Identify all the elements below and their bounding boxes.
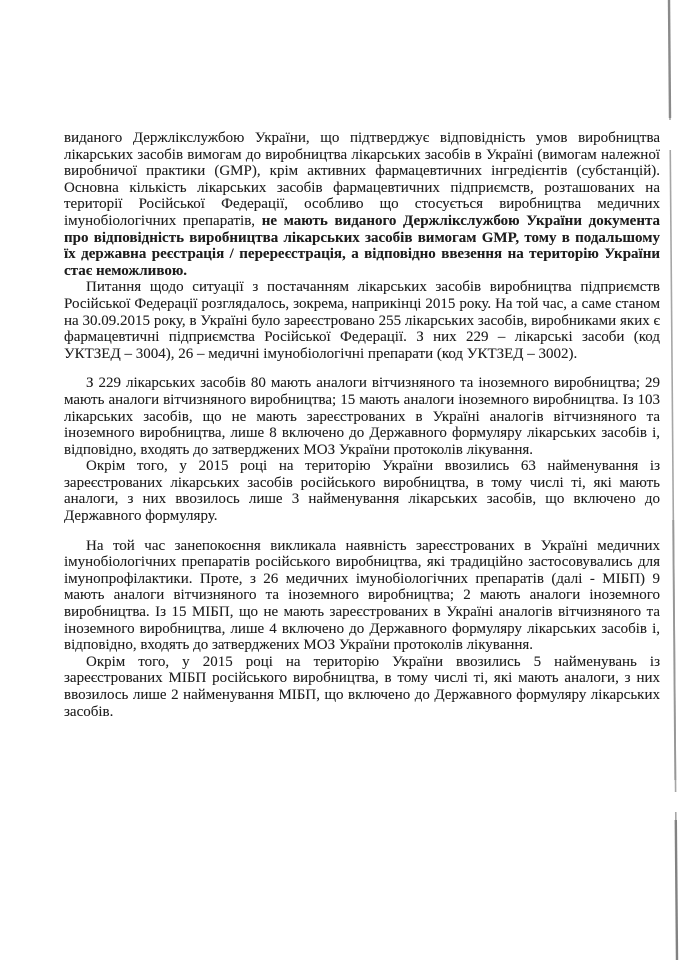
paragraph-1-bold-text: не мають виданого Держлікслужбою України документа про відповідність виробництва лікарських засобів вимогам GMP, тому в подальшому їх державна реєстрація / перереєстрація, а відповідно ввезення на територію України стає неможливою. (64, 212, 661, 279)
paragraph-6: Окрім того, у 2015 році на територію України ввозились 5 найменувань із зареєстрованих МІБП російського виробництва, в тому числі ті, які мають аналоги, з них ввозилось лише 2 найменування МІБП, що включено до Державного формуляру лікарських засобів. (64, 653, 660, 720)
document-text-block (64, 130, 660, 720)
paragraph-1 (64, 130, 660, 279)
paragraph-1-normal-text: виданого Держлікслужбою України, що підтверджує відповідність умов виробництва лікарських засобів вимогам до виробництва лікарських засобів в Україні (вимогам належної виробничої практики (GMP), крім активних фармацевтичних інгредієнтів (субстанцій). Основна кількість лікарських засобів фармацевтичних підприємств, розташованих на території Російської Федерації, особливо що стосується виробництва медичних імунобіологічних препаратів, (64, 130, 660, 229)
paragraph-4: Окрім того, у 2015 році на територію України ввозились 63 найменування із зареєстрованих лікарських засобів російського виробництва, в тому числі ті, які мають аналоги, з них ввозилось лише 3 найменування лікарських засобів, що включено до Державного формуляру. (64, 458, 660, 525)
paragraph-3: З 229 лікарських засобів 80 мають аналоги вітчизняного та іноземного виробництва; 29 мають аналоги вітчизняного виробництва; 15 мають аналоги іноземного виробництва. Із 103 лікарських засобів, що не мають зареєстрованих в Україні аналогів вітчизняного та іноземного виробництва, лише 8 включено до Державного формуляру лікарських засобів і, відповідно, входять до затверджених МОЗ України протоколів лікування. (64, 375, 660, 458)
paragraph-5: На той час занепокоєння викликала наявність зареєстрованих в Україні медичних імунобіологічних препаратів російського виробництва, які традиційно застосовувались для імунопрофілактики. Проте, з 26 медичних імунобіологічних препаратів (далі - МІБП) 9 мають аналоги вітчизняного та іноземного виробництва; 2 мають аналоги іноземного виробництва. Із 15 МІБП, що не мають зареєстрованих в Україні аналогів вітчизняного та іноземного виробництва, лише 4 включено до Державного формуляру лікарських засобів і, відповідно, входять до затверджених МОЗ України протоколів лікування. (64, 537, 660, 654)
paragraph-2: Питання щодо ситуації з постачанням лікарських засобів виробництва підприємств Російської Федерації розглядалось, зокрема, наприкінці 2015 року. На той час, а саме станом на 30.09.2015 року, в Україні було зареєстровано 255 лікарських засобів, виробниками яких є фармацевтичні підприємства Російської Федерації. З них 229 – лікарські засоби (код УКТЗЕД – 3004), 26 – медичні імунобіологічні препарати (код УКТЗЕД – 3002). (64, 279, 660, 362)
